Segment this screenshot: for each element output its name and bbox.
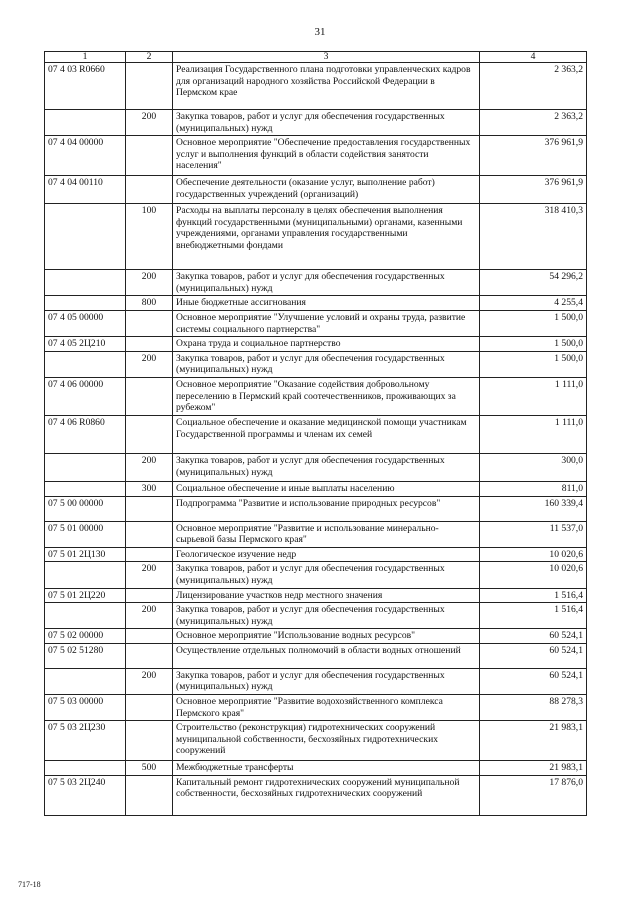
cell-amount: 4 255,4	[480, 296, 587, 311]
cell-code: 07 5 01 2Ц130	[45, 547, 126, 562]
cell-amount: 160 339,4	[480, 496, 587, 521]
cell-name: Реализация Государственного плана подготовки управленческих кадров для организаций народного хозяйства Российской Федерации в Пермском крае	[173, 63, 480, 110]
cell-name: Основное мероприятие "Улучшение условий и охраны труда, развитие системы социального партнерства"	[173, 310, 480, 336]
cell-name: Основное мероприятие "Развитие и использование минерально-сырьевой базы Пермского края"	[173, 521, 480, 547]
cell-name: Закупка товаров, работ и услуг для обеспечения государственных (муниципальных) нужд	[173, 110, 480, 136]
cell-name: Основное мероприятие "Обеспечение предоставления государственных услуг и выполнения функций в области содействия занятости населения"	[173, 136, 480, 176]
cell-name: Основное мероприятие "Развитие водохозяйственного комплекса Пермского края"	[173, 695, 480, 721]
cell-amount: 376 961,9	[480, 136, 587, 176]
cell-code: 07 4 04 00000	[45, 136, 126, 176]
table-row	[45, 547, 587, 562]
cell-amount: 21 983,1	[480, 761, 587, 776]
cell-amount: 300,0	[480, 453, 587, 481]
table-row	[45, 588, 587, 603]
cell-amount: 10 020,6	[480, 562, 587, 588]
cell-amount: 1 500,0	[480, 310, 587, 336]
cell-amount: 60 524,1	[480, 629, 587, 644]
cell-expense-type: 200	[126, 603, 173, 629]
table-row	[45, 63, 587, 110]
cell-expense-type: 300	[126, 481, 173, 496]
cell-code: 07 5 03 00000	[45, 695, 126, 721]
cell-name: Закупка товаров, работ и услуг для обеспечения государственных (муниципальных) нужд	[173, 351, 480, 377]
header-col-2: 2	[126, 52, 173, 63]
header-col-1: 1	[45, 52, 126, 63]
table-row	[45, 136, 587, 176]
table-row	[45, 270, 587, 296]
cell-code: 07 5 03 2Ц240	[45, 775, 126, 815]
cell-amount: 88 278,3	[480, 695, 587, 721]
cell-code	[45, 204, 126, 270]
cell-name: Основное мероприятие "Оказание содействия добровольному переселению в Пермский край соотечественников, проживающих за рубежом"	[173, 377, 480, 415]
cell-amount: 376 961,9	[480, 176, 587, 204]
cell-name: Закупка товаров, работ и услуг для обеспечения государственных (муниципальных) нужд	[173, 603, 480, 629]
table-row	[45, 377, 587, 415]
cell-name: Обеспечение деятельности (оказание услуг, выполнение работ) государственных учреждений (организаций)	[173, 176, 480, 204]
cell-code: 07 5 03 2Ц230	[45, 721, 126, 761]
cell-amount: 54 296,2	[480, 270, 587, 296]
cell-expense-type	[126, 176, 173, 204]
footer-code: 717-18	[18, 880, 41, 889]
cell-amount: 318 410,3	[480, 204, 587, 270]
table-row	[45, 337, 587, 352]
cell-name: Закупка товаров, работ и услуг для обеспечения государственных (муниципальных) нужд	[173, 668, 480, 694]
cell-expense-type: 200	[126, 270, 173, 296]
cell-code	[45, 603, 126, 629]
cell-code	[45, 351, 126, 377]
cell-code: 07 4 06 R0860	[45, 415, 126, 453]
cell-name: Социальное обеспечение и оказание медицинской помощи участникам Государственной программы и членам их семей	[173, 415, 480, 453]
table-row	[45, 695, 587, 721]
cell-amount: 1 516,4	[480, 588, 587, 603]
table-row	[45, 496, 587, 521]
cell-code	[45, 270, 126, 296]
cell-expense-type	[126, 521, 173, 547]
cell-name: Иные бюджетные ассигнования	[173, 296, 480, 311]
cell-code	[45, 453, 126, 481]
cell-code: 07 5 02 00000	[45, 629, 126, 644]
cell-expense-type	[126, 588, 173, 603]
cell-code: 07 4 04 00110	[45, 176, 126, 204]
cell-name: Капитальный ремонт гидротехнических сооружений муниципальной собственности, бесхозяйных гидротехнических сооружений	[173, 775, 480, 815]
cell-amount: 1 500,0	[480, 351, 587, 377]
cell-code: 07 4 03 R0660	[45, 63, 126, 110]
cell-name: Расходы на выплаты персоналу в целях обеспечения выполнения функций государственными (муниципальными) органами, казенными учреждениями, органами управления государственными внебюджетными фондами	[173, 204, 480, 270]
cell-amount: 2 363,2	[480, 110, 587, 136]
cell-amount: 60 524,1	[480, 668, 587, 694]
cell-expense-type	[126, 547, 173, 562]
cell-expense-type: 200	[126, 351, 173, 377]
cell-code: 07 5 01 2Ц220	[45, 588, 126, 603]
cell-code: 07 4 05 2Ц210	[45, 337, 126, 352]
cell-name: Закупка товаров, работ и услуг для обеспечения государственных (муниципальных) нужд	[173, 453, 480, 481]
cell-expense-type	[126, 136, 173, 176]
table-row	[45, 176, 587, 204]
cell-expense-type	[126, 415, 173, 453]
cell-expense-type: 100	[126, 204, 173, 270]
table-row	[45, 296, 587, 311]
cell-code: 07 5 02 51280	[45, 643, 126, 668]
cell-expense-type	[126, 629, 173, 644]
table-row	[45, 415, 587, 453]
cell-name: Подпрограмма "Развитие и использование природных ресурсов"	[173, 496, 480, 521]
table-row	[45, 668, 587, 694]
cell-code	[45, 668, 126, 694]
cell-name: Закупка товаров, работ и услуг для обеспечения государственных (муниципальных) нужд	[173, 562, 480, 588]
table-row	[45, 603, 587, 629]
cell-expense-type	[126, 643, 173, 668]
cell-name: Осуществление отдельных полномочий в области водных отношений	[173, 643, 480, 668]
header-col-4: 4	[480, 52, 587, 63]
cell-code	[45, 761, 126, 776]
cell-name: Закупка товаров, работ и услуг для обеспечения государственных (муниципальных) нужд	[173, 270, 480, 296]
cell-amount: 2 363,2	[480, 63, 587, 110]
cell-amount: 1 500,0	[480, 337, 587, 352]
cell-expense-type	[126, 775, 173, 815]
table-row	[45, 521, 587, 547]
cell-name: Охрана труда и социальное партнерство	[173, 337, 480, 352]
table-row	[45, 562, 587, 588]
table-row	[45, 775, 587, 815]
cell-name: Межбюджетные трансферты	[173, 761, 480, 776]
cell-amount: 60 524,1	[480, 643, 587, 668]
table-row	[45, 643, 587, 668]
cell-amount: 811,0	[480, 481, 587, 496]
table-row	[45, 351, 587, 377]
cell-code	[45, 481, 126, 496]
table-row	[45, 310, 587, 336]
cell-amount: 10 020,6	[480, 547, 587, 562]
cell-code: 07 4 05 00000	[45, 310, 126, 336]
cell-code	[45, 562, 126, 588]
cell-name: Лицензирование участков недр местного значения	[173, 588, 480, 603]
cell-amount: 17 876,0	[480, 775, 587, 815]
cell-expense-type: 200	[126, 668, 173, 694]
cell-code	[45, 110, 126, 136]
budget-table	[44, 51, 587, 816]
cell-amount: 1 111,0	[480, 377, 587, 415]
table-row	[45, 110, 587, 136]
cell-expense-type	[126, 337, 173, 352]
page-number: 31	[314, 26, 326, 38]
table-row	[45, 721, 587, 761]
cell-expense-type: 800	[126, 296, 173, 311]
cell-expense-type: 200	[126, 562, 173, 588]
cell-amount: 11 537,0	[480, 521, 587, 547]
cell-amount: 1 111,0	[480, 415, 587, 453]
cell-amount: 1 516,4	[480, 603, 587, 629]
cell-name: Строительство (реконструкция) гидротехнических сооружений муниципальной собственности, бесхозяйных гидротехнических сооружений	[173, 721, 480, 761]
cell-name: Социальное обеспечение и иные выплаты населению	[173, 481, 480, 496]
table-row	[45, 481, 587, 496]
table-row	[45, 453, 587, 481]
cell-expense-type: 200	[126, 453, 173, 481]
header-col-3: 3	[173, 52, 480, 63]
cell-expense-type	[126, 695, 173, 721]
cell-expense-type	[126, 63, 173, 110]
table-row	[45, 761, 587, 776]
cell-expense-type	[126, 310, 173, 336]
cell-expense-type	[126, 377, 173, 415]
cell-expense-type: 500	[126, 761, 173, 776]
cell-expense-type: 200	[126, 110, 173, 136]
cell-name: Основное мероприятие "Использование водных ресурсов"	[173, 629, 480, 644]
table-header-row	[45, 52, 587, 63]
table-row	[45, 629, 587, 644]
cell-code: 07 5 00 00000	[45, 496, 126, 521]
cell-amount: 21 983,1	[480, 721, 587, 761]
cell-name: Геологическое изучение недр	[173, 547, 480, 562]
cell-expense-type	[126, 721, 173, 761]
cell-code: 07 5 01 00000	[45, 521, 126, 547]
cell-expense-type	[126, 496, 173, 521]
table-row	[45, 204, 587, 270]
cell-code	[45, 296, 126, 311]
cell-code: 07 4 06 00000	[45, 377, 126, 415]
